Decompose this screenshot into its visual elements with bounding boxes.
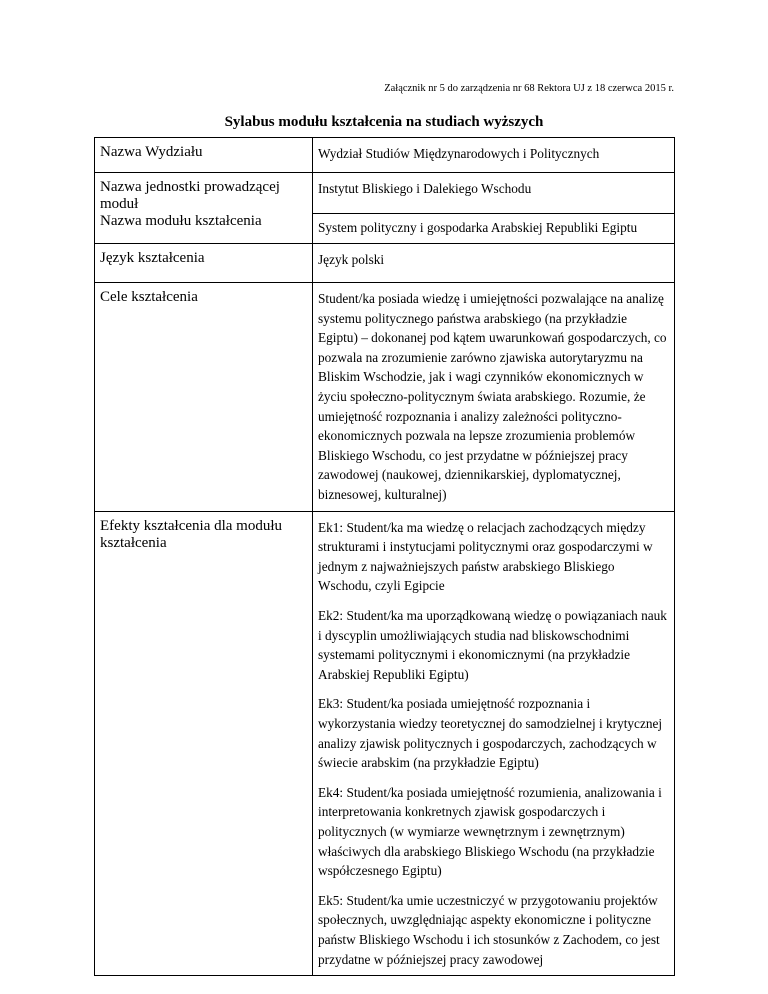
unit-label: Nazwa jednostki prowadzącej moduł bbox=[95, 173, 313, 214]
outcome-item: Ek4: Student/ka posiada umiejętność rozumienia, analizowania i interpretowania konkretnych zjawisk gospodarczych i politycznych (w wymiarze wewnętrznym i zewnętrznym) właściwych dla arabskiego Bliskiego Wschodu (na przykładzie współczesnego Egiptu) bbox=[318, 784, 662, 879]
attachment-note: Załącznik nr 5 do zarządzenia nr 68 Rektora UJ z 18 czerwca 2015 r. bbox=[384, 83, 674, 94]
faculty-value: Wydział Studiów Międzynarodowych i Politycznych bbox=[313, 138, 675, 173]
outcome-item: Ek2: Student/ka ma uporządkowaną wiedzę o powiązaniach nauk i dyscyplin umożliwiających studia nad bliskowschodnimi systemami politycznymi i ekonomicznymi (na przykładzie Arabskiej Republiki Egiptu) bbox=[318, 608, 667, 682]
table-row-goals bbox=[95, 283, 675, 512]
module-label: Nazwa modułu kształcenia bbox=[95, 213, 313, 244]
document-title: Sylabus modułu kształcenia na studiach wyższych bbox=[224, 114, 544, 130]
outcome-item: Ek3: Student/ka posiada umiejętność rozpoznania i wykorzystania wiedzy teoretycznej do samodzielnej i krytycznej analizy zjawisk politycznych i gospodarczych, zachodzących w świecie arabskim (na przykładzie Egiptu) bbox=[318, 696, 663, 771]
goals-label: Cele kształcenia bbox=[95, 283, 313, 512]
table-row-outcomes bbox=[95, 511, 675, 975]
outcomes-label: Efekty kształcenia dla modułu kształcenia bbox=[95, 511, 313, 975]
outcome-item: Ek1: Student/ka ma wiedzę o relacjach zachodzących między strukturami i instytucjami politycznymi oraz gospodarczymi w jednym z najważniejszych państw arabskiego Bliskiego Wschodu, czyli Egipcie bbox=[318, 519, 653, 594]
goals-value: Student/ka posiada wiedzę i umiejętności pozwalające na analizę systemu politycznego państwa arabskiego (na przykładzie Egiptu) – dokonanej pod kątem uwarunkowań gospodarczych, co pozwala na zrozumienie zarówno zjawiska autorytaryzmu na Bliskim Wschodzie, jak i wagi czynników ekonomicznych w życiu społeczno-politycznym świata arabskiego. Rozumie, że umiejętność rozpoznania i analizy zależności polityczno-ekonomicznych pozwala na lepsze zrozumienia problemów Bliskiego Wschodu, co jest przydatne w późniejszej pracy zawodowej (naukowej, dziennikarskiej, dyplomatycznej, biznesowej, kulturalnej) bbox=[313, 283, 675, 512]
outcome-item: Ek5: Student/ka umie uczestniczyć w przygotowaniu projektów społecznych, uwzględniając aspekty ekonomiczne i polityczne państw Bliskiego Wschodu i ich stosunków z Zachodem, co jest przydatne w późniejszej pracy zawodowej bbox=[318, 892, 660, 967]
language-value: Język polski bbox=[313, 244, 675, 283]
table-row-unit bbox=[95, 173, 675, 214]
language-label: Język kształcenia bbox=[95, 244, 313, 283]
unit-value: Instytut Bliskiego i Dalekiego Wschodu bbox=[313, 173, 675, 214]
module-value: System polityczny i gospodarka Arabskiej Republiki Egiptu bbox=[313, 213, 675, 244]
syllabus-table bbox=[94, 137, 675, 976]
table-row-faculty bbox=[95, 138, 675, 173]
table-row-module bbox=[95, 213, 675, 244]
faculty-label: Nazwa Wydziału bbox=[95, 138, 313, 173]
outcomes-value bbox=[313, 511, 675, 975]
table-row-language bbox=[95, 244, 675, 283]
